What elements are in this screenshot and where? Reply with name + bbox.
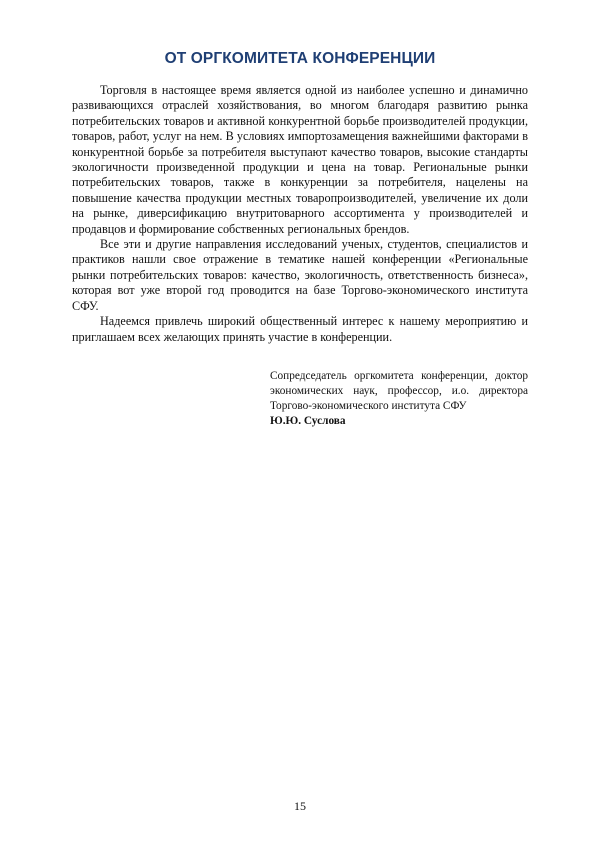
paragraph: Все эти и другие направления исследований ученых, студентов, специалистов и практиков нашли свое отражение в тематике нашей конференции «Региональные рынки потребительских товаров: качество, экологичность, ответственность бизнеса», которая вот уже второй год проводится на базе Торгово-экономического института СФУ. [72, 237, 528, 313]
signature-block [270, 369, 528, 429]
page-number: 15 [294, 799, 306, 813]
body-text [72, 83, 528, 345]
paragraph: Надеемся привлечь широкий общественный интерес к нашему мероприятию и приглашаем всех желающих принять участие в конференции. [72, 314, 528, 344]
paragraph: Торговля в настоящее время является одной из наиболее успешно и динамично развивающихся отраслей хозяйствования, во многом благодаря развитию рынка потребительских товаров и активной конкурентной борьбе производителей продукции, товаров, работ, услуг на нем. В условиях импортозамещения важнейшими факторами в конкурентной борьбе за потребителя выступают качество товаров, высокие стандарты экологичности произведенной продукции и цена на товар. Региональные рынки потребительских товаров, также в конкуренции за потребителя, нацелены на повышение качества продукции местных товаропроизводителей, увеличение их доли на рынке, диверсификацию внутритоварного ассортимента у производителей и продавцов и формирование собственных региональных брендов. [72, 83, 528, 236]
signature-position: Сопредседатель оргкомитета конференции, доктор экономических наук, профессор, и.о. директора Торгово-экономического института СФУ [270, 370, 528, 412]
signature-name: Ю.Ю. Суслова [270, 415, 346, 427]
page-title: ОТ ОРГКОМИТЕТА КОНФЕРЕНЦИИ [164, 50, 436, 67]
